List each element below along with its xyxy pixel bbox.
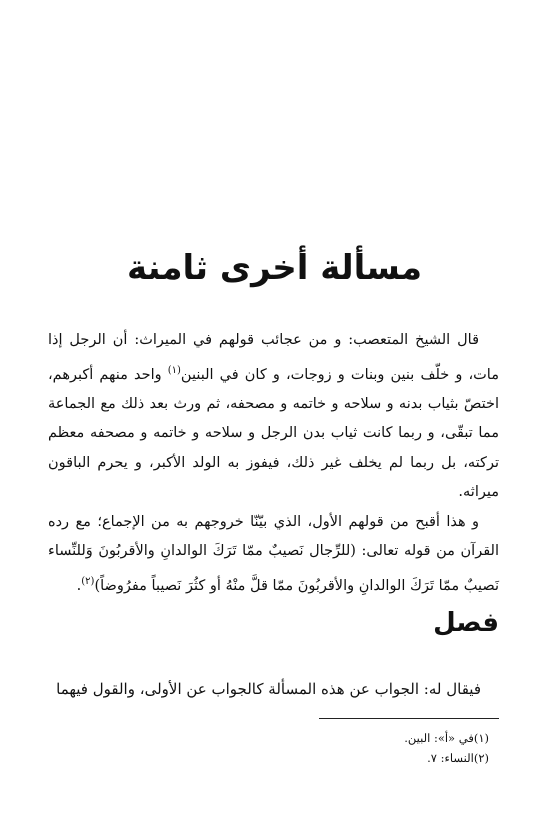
- footnote-divider: [319, 718, 499, 719]
- closing-line: فيقال له: الجواب عن هذه المسألة كالجواب عن الأولى، والقول فيهما: [56, 680, 481, 698]
- footnote: (٢)النساء: ٧.: [427, 751, 489, 765]
- paragraph-text: قال الشيخ المتعصب: و من عجائب قولهم في الميراث: أن الرجل إذا مات، و خلّف بنين وبنات و زوجات، و كان في البنين: [48, 332, 499, 383]
- paragraph: [48, 326, 499, 508]
- section-heading: فصل: [433, 608, 499, 638]
- body-text: [48, 326, 499, 601]
- paragraph-text: واحد منهم أكبرهم، اختصّ بثياب بدنه و سلاحه و خاتمه و مصحفه، ثم ورث بعد ذلك مع الجماعة مما تبقّى، و ربما كانت ثياب بدن الرجل و سلاحه و خاتمه و مصحفه معظم تركته، بل ربما لم يخلف غير ذلك، فيفوز به الولد الأكبر، و يحرم الباقون ميراثه.: [48, 366, 499, 501]
- paragraph-text: .: [76, 577, 82, 594]
- footnote-reference: (٢): [81, 575, 95, 587]
- page-title: مسألة أخرى ثامنة: [126, 248, 423, 288]
- footnote: (١)في «أ»: البين.: [404, 731, 489, 745]
- paragraph-text: و هذا أقبح من قولهم الأول، الذي بيّنّا خروجهم به من الإجماع؛ مع رده القرآن من قوله تعالى: (للرِّجال نَصيبٌ ممّا تَرَكَ الوالدانِ والأقربُونَ وَللنِّساء نَصيبٌ ممّا تَرَكَ الوالدانِ والأقربُونَ ممّا قلَّ منْهُ أو كثُرَ نَصيباً مفرُوضاً): [48, 513, 499, 594]
- paragraph: [48, 508, 499, 601]
- footnotes: [50, 728, 489, 768]
- footnote-reference: (١): [167, 364, 181, 376]
